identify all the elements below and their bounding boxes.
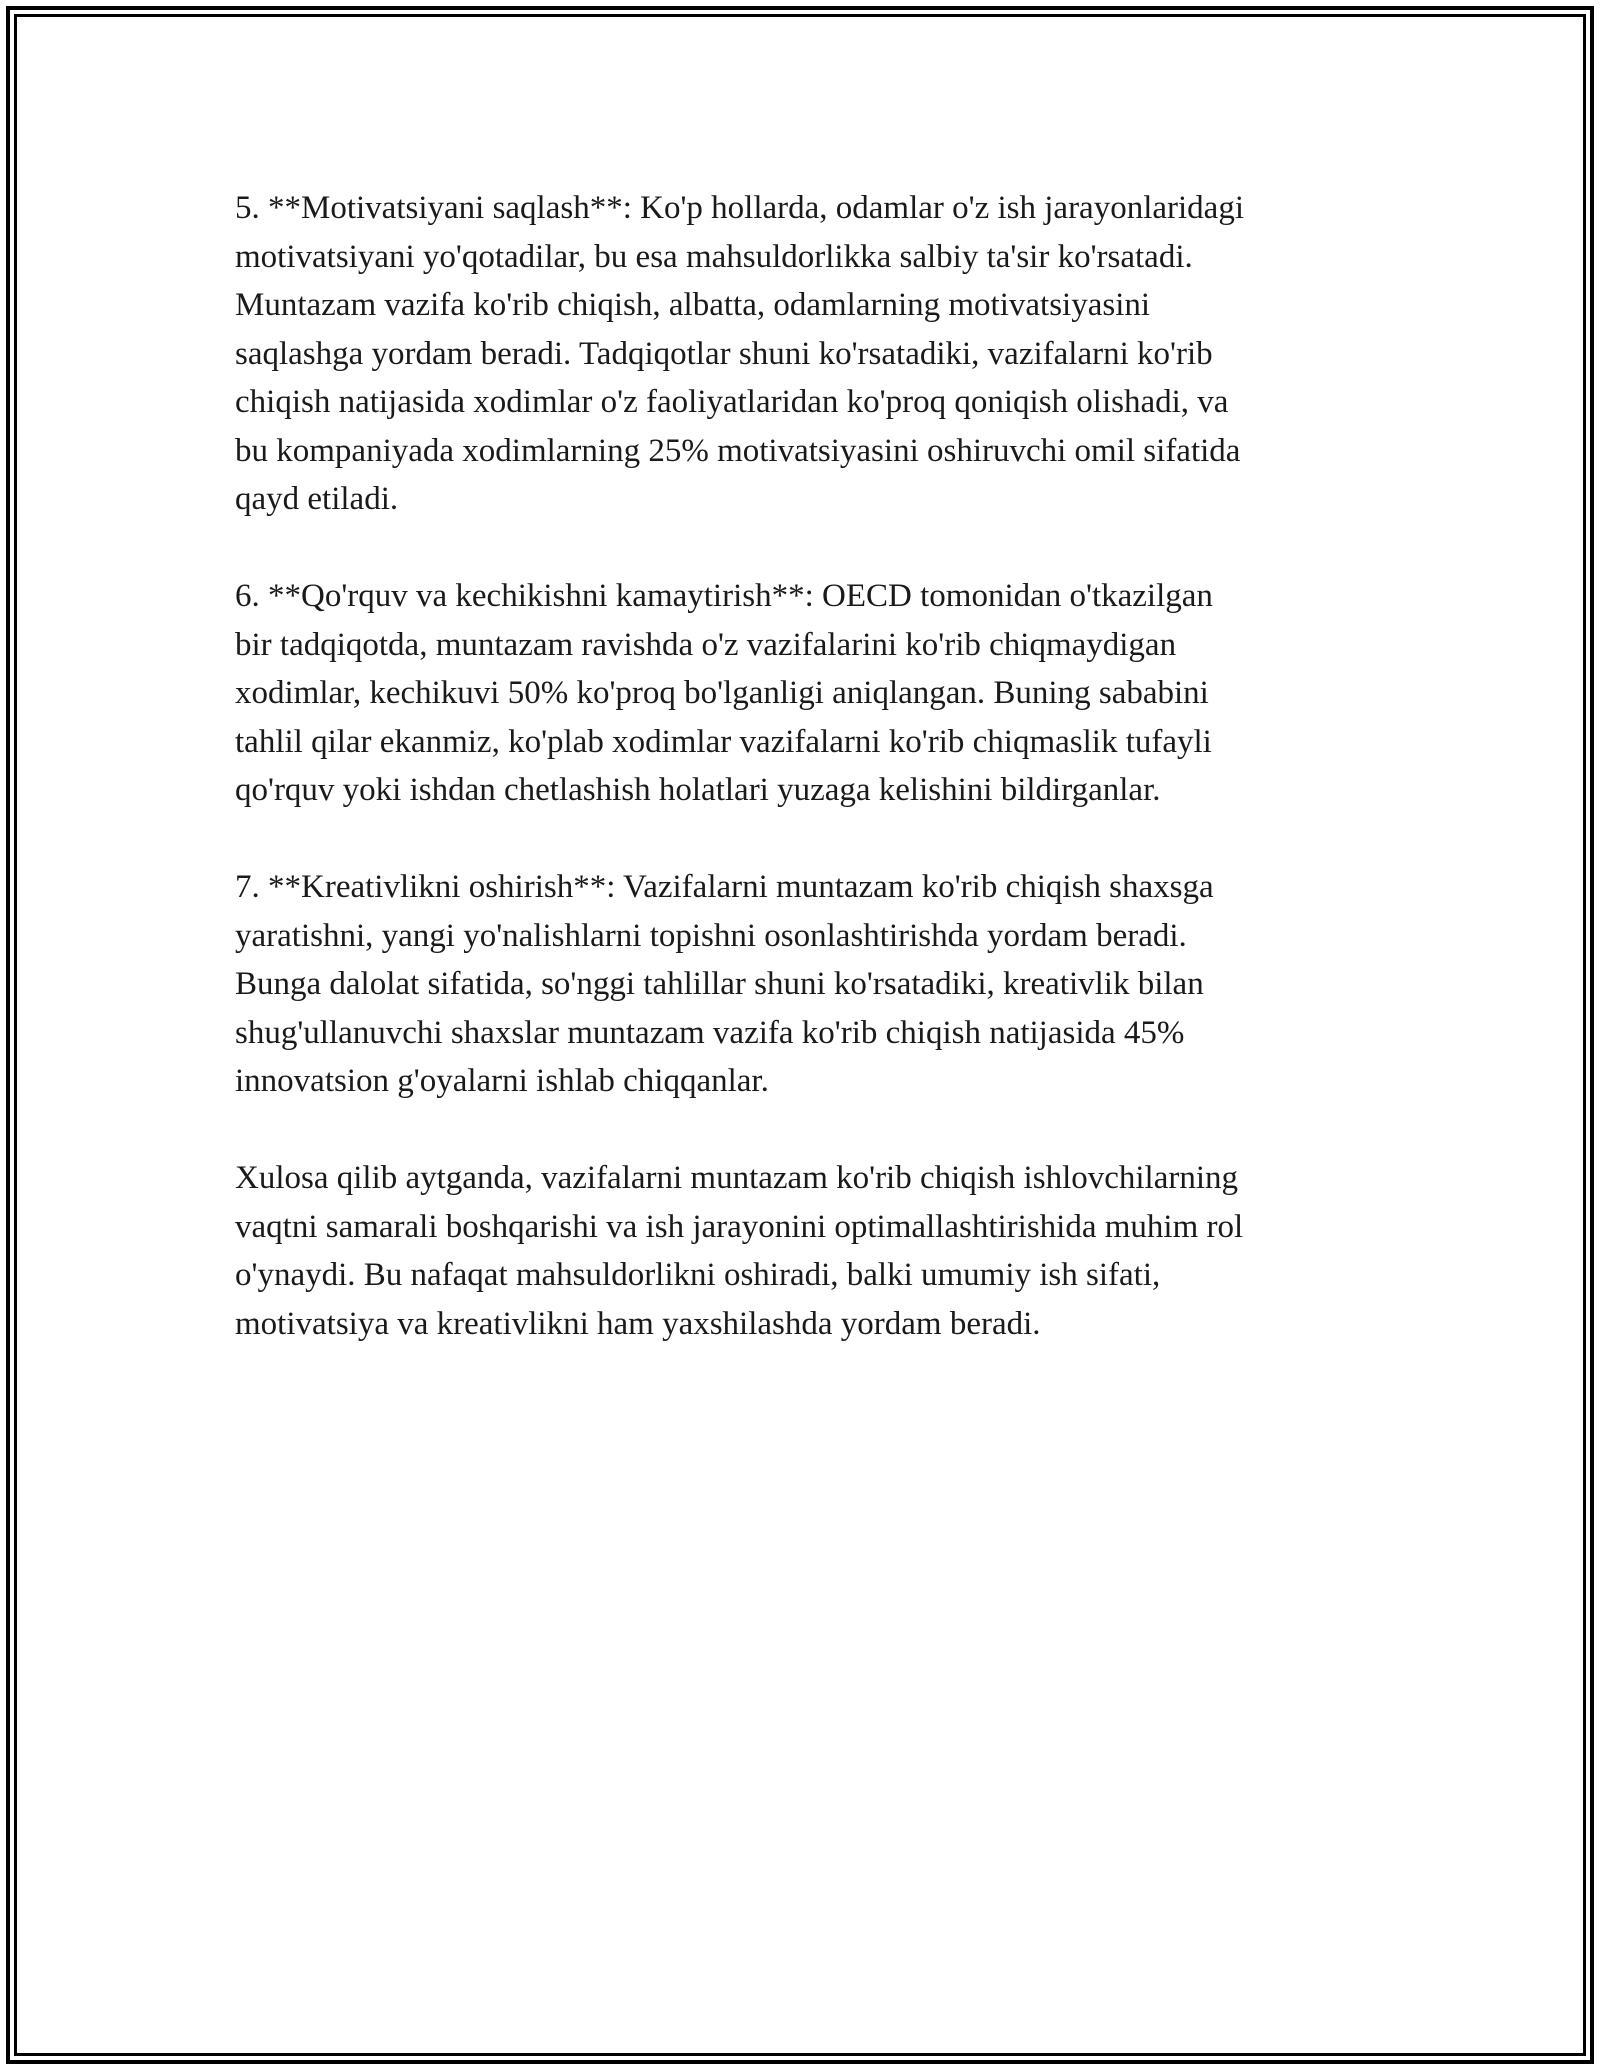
text-line: bu kompaniyada xodimlarning 25% motivatsiyasini oshiruvchi omil sifatida	[235, 432, 1241, 469]
text-line: motivatsiya va kreativlikni ham yaxshilashda yordam beradi.	[235, 1305, 1041, 1342]
text-line: 7. **Kreativlikni oshirish**: Vazifalarni muntazam ko'rib chiqish shaxsga	[235, 869, 1214, 905]
paragraph-fear-delay	[235, 572, 1385, 815]
text-line: motivatsiyani yo'qotadilar, bu esa mahsuldorlikka salbiy ta'sir ko'rsatadi.	[235, 238, 1193, 275]
paragraph-conclusion	[235, 1154, 1385, 1348]
text-line: xodimlar, kechikuvi 50% ko'proq bo'lganligi aniqlangan. Buning sababini	[235, 675, 1209, 711]
text-line: qo'rquv yoki ishdan chetlashish holatlari yuzaga kelishini bildirganlar.	[235, 772, 1161, 808]
text-line: 6. **Qo'rquv va kechikishni kamaytirish**: OECD tomonidan o'tkazilgan	[235, 578, 1213, 614]
paragraph-motivation	[235, 184, 1385, 524]
text-line: vaqtni samarali boshqarishi va ish jarayonini optimallashtirishida muhim rol	[235, 1208, 1244, 1245]
text-line: bir tadqiqotda, muntazam ravishda o'z vazifalarini ko'rib chiqmaydigan	[235, 626, 1177, 663]
text-line: 5. **Motivatsiyani saqlash**: Ko'p hollarda, odamlar o'z ish jarayonlaridagi	[235, 190, 1244, 226]
text-line: yaratishni, yangi yo'nalishlarni topishni osonlashtirishda yordam beradi.	[235, 917, 1187, 954]
text-line: chiqish natijasida xodimlar o'z faoliyatlaridan ko'proq qoniqish olishadi, va	[235, 384, 1229, 420]
text-line: shug'ullanuvchi shaxslar muntazam vazifa ko'rib chiqish natijasida 45%	[235, 1014, 1185, 1051]
text-line: Muntazam vazifa ko'rib chiqish, albatta, odamlarning motivatsiyasini	[235, 287, 1151, 323]
text-line: innovatsion g'oyalarni ishlab chiqqanlar.	[235, 1063, 769, 1099]
text-line: tahlil qilar ekanmiz, ko'plab xodimlar vazifalarni ko'rib chiqmaslik tufayli	[235, 723, 1212, 760]
text-line: Bunga dalolat sifatida, so'nggi tahlillar shuni ko'rsatadiki, kreativlik bilan	[235, 966, 1204, 1002]
text-line: o'ynaydi. Bu nafaqat mahsuldorlikni oshiradi, balki umumiy ish sifati,	[235, 1257, 1161, 1293]
text-line: Xulosa qilib aytganda, vazifalarni muntazam ko'rib chiqish ishlovchilarning	[235, 1160, 1239, 1196]
text-line: qayd etiladi.	[235, 481, 399, 517]
document-body	[235, 184, 1385, 1397]
paragraph-creativity	[235, 863, 1385, 1106]
text-line: saqlashga yordam beradi. Tadqiqotlar shuni ko'rsatadiki, vazifalarni ko'rib	[235, 335, 1213, 372]
